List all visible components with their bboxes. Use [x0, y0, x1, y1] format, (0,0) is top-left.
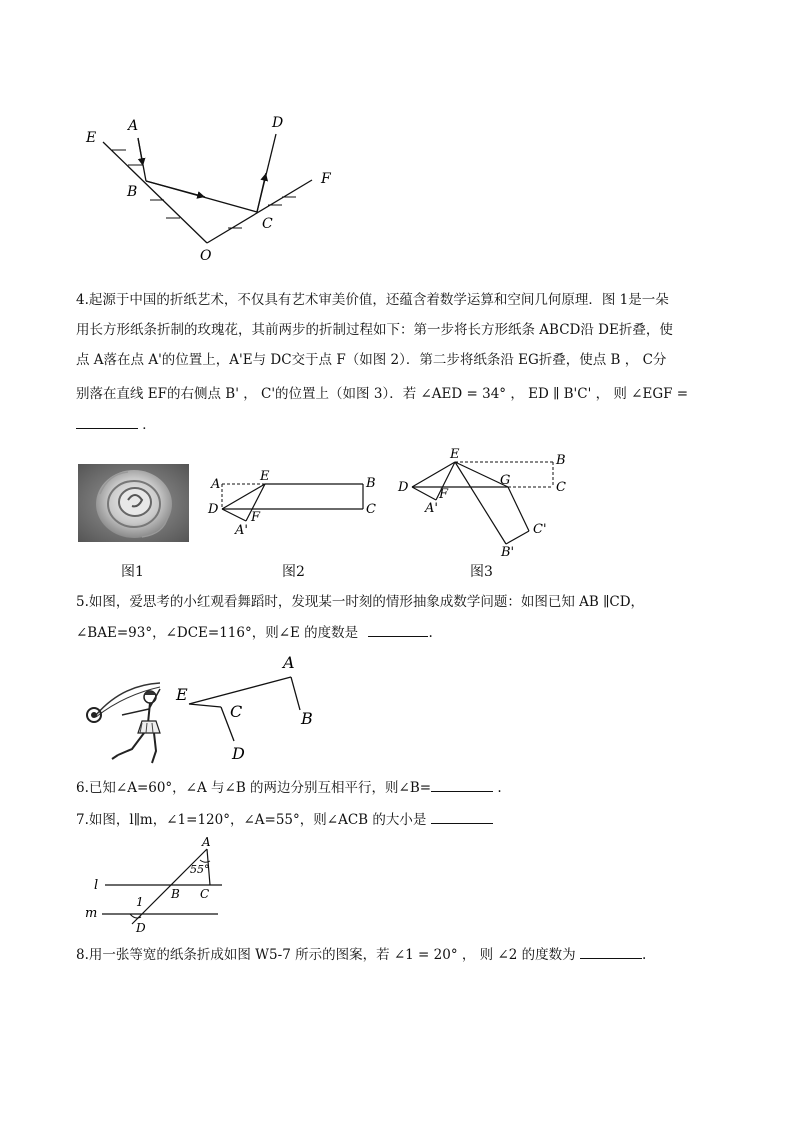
caption-fig3: 图3	[470, 564, 493, 580]
q7-label-B: B	[171, 887, 180, 901]
q5-answer-blank[interactable]	[368, 622, 428, 637]
fig3-label-D: D	[398, 480, 409, 495]
label-O: O	[200, 248, 212, 264]
q5-label-D: D	[232, 744, 245, 763]
fig2-label-B: B	[366, 476, 376, 491]
fig2-label-E: E	[260, 469, 270, 484]
q7-label-m: m	[85, 906, 98, 921]
caption-fig1: 图1	[121, 564, 144, 580]
q7-text: 7.如图，l∥m，∠1=120°，∠A=55°，则∠ACB 的大小是	[76, 812, 427, 828]
fig3-label-E: E	[450, 447, 460, 462]
q4-line-1: 4.起源于中国的折纸艺术，不仅具有艺术审美价值，还蕴含着数学运算和空间几何原理．图 1是一朵	[76, 292, 669, 308]
q8-answer-blank[interactable]	[580, 944, 642, 959]
fig3-label-A-prime: A'	[425, 501, 438, 516]
label-C: C	[262, 216, 273, 232]
fig3-label-G: G	[500, 473, 511, 488]
dancer-illustration	[82, 675, 180, 767]
q4-period: ．	[142, 417, 156, 433]
q5-line-2	[76, 622, 433, 643]
fig3-label-C-prime: C'	[533, 522, 547, 537]
q5-geometry-figure	[170, 650, 330, 765]
label-E: E	[86, 130, 97, 146]
label-F: F	[321, 171, 331, 187]
fig3-label-B-prime: B'	[501, 545, 515, 560]
fig2-label-A: A	[211, 477, 221, 492]
mirror-reflection-figure	[70, 108, 350, 268]
q7-parallel-lines-figure	[84, 835, 229, 935]
q7-label-D: D	[136, 921, 146, 935]
fig2-label-F: F	[251, 510, 261, 525]
q5-label-A: A	[283, 653, 295, 672]
q6-line	[76, 777, 502, 798]
fig2-label-A-prime: A'	[235, 523, 248, 538]
fig3-label-C: C	[556, 480, 566, 495]
q8-line	[76, 944, 646, 965]
q4-line-2: 用长方形纸条折制的玫瑰花，其前两步的折制过程如下：第一步将长方形纸条 ABCD沿 DE折叠，使	[76, 322, 673, 338]
q7-label-1: 1	[136, 895, 144, 909]
fig3-label-B: B	[556, 453, 566, 468]
label-A: A	[128, 118, 139, 134]
q7-label-C: C	[200, 887, 210, 901]
q7-label-l: l	[94, 878, 99, 893]
fig3-label-F: F	[439, 487, 449, 502]
q4-answer-line	[76, 414, 156, 435]
q5-label-C: C	[230, 702, 243, 721]
q4-answer-blank[interactable]	[76, 414, 138, 429]
fold-figure-2	[205, 465, 380, 540]
q6-period: .	[497, 780, 502, 796]
fig2-label-C: C	[366, 502, 376, 517]
q5-period: .	[428, 625, 433, 641]
q8-period: .	[641, 947, 647, 963]
rose-photo	[78, 464, 189, 542]
fold-figure-3	[393, 446, 568, 561]
fig2-label-D: D	[208, 502, 219, 517]
q5-line-2-text: ∠BAE=93°，∠DCE=116°，则∠E 的度数是	[76, 625, 359, 641]
q7-line	[76, 809, 493, 830]
q8-text: 8.用一张等宽的纸条折成如图 W5-7 所示的图案，若 ∠1 = 20° ， 则 ∠2 的度数为	[76, 947, 576, 963]
label-B: B	[127, 184, 138, 200]
q6-answer-blank[interactable]	[431, 777, 493, 792]
label-D: D	[272, 115, 284, 131]
q5-line-1: 5.如图，爱思考的小红观看舞蹈时，发现某一时刻的情形抽象成数学问题：如图已知 AB ∥CD，	[76, 594, 645, 610]
caption-fig2: 图2	[282, 564, 305, 580]
q4-line-4: 别落在直线 EF的右侧点 B' ， C'的位置上（如图 3）．若 ∠AED = 34° ， ED ∥ B'C' ， 则 ∠EGF =	[76, 386, 689, 402]
q7-label-A: A	[202, 835, 211, 849]
q5-label-B: B	[301, 709, 313, 728]
q7-answer-blank[interactable]	[431, 809, 493, 824]
q5-label-E: E	[176, 685, 188, 704]
q4-line-3: 点 A落在点 A'的位置上，A'E与 DC交于点 F（如图 2）．第二步将纸条沿 EG折叠，使点 B ， C分	[76, 352, 667, 368]
q7-label-55: 55°	[190, 863, 210, 876]
q6-text: 6.已知∠A=60°，∠A 与∠B 的两边分别互相平行，则∠B=	[76, 780, 432, 796]
